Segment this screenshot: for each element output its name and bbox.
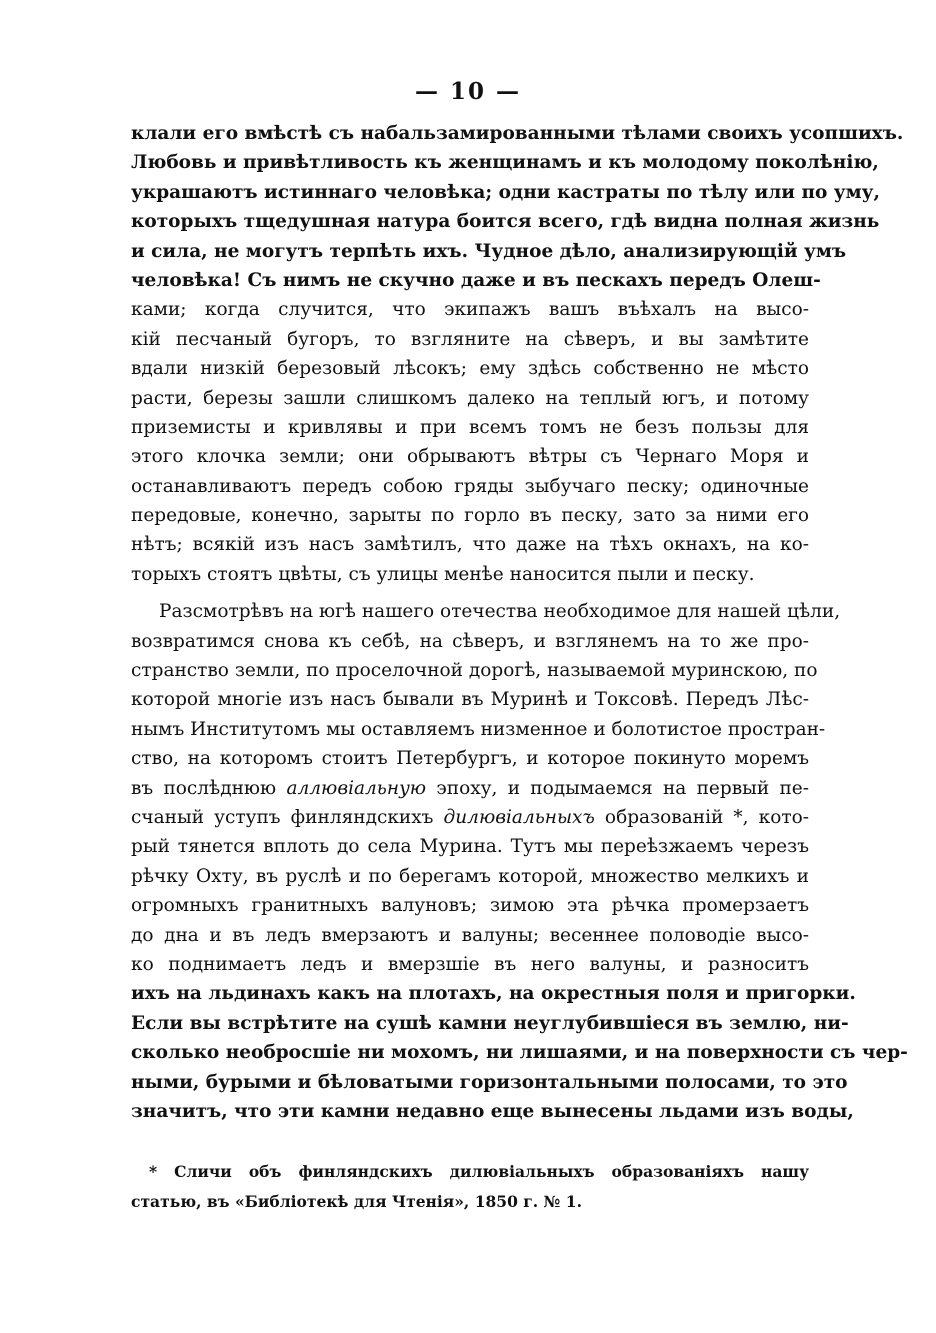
text-line: вдали низкій березовый лѣсокъ; ему здѣсь собственно не мѣсто [131,358,809,380]
italic-term: дилювіальныхъ [443,806,595,828]
text-line: ными, бурыми и бѣловатыми горизонтальными полосами, то это [131,1071,848,1093]
footnote-line: * Сличи объ финляндскихъ дилювіальныхъ образованіяхъ нашу [149,1162,809,1181]
paragraph-1 [131,119,904,589]
text-segment: въ послѣднюю [131,777,287,799]
text-line-with-italic [131,774,809,803]
text-line: нымъ Институтомъ мы оставляемъ низменное и болотистое простран- [131,718,826,740]
body-text [131,119,908,1126]
text-line: сколько необросшіе ни мохомъ, ни лишаями, и на поверхности съ чер- [131,1042,908,1064]
text-line: Если вы встрѣтите на сушѣ камни неуглубившіеся въ землю, ни- [131,1012,849,1034]
text-line: клали его вмѣстѣ съ набальзамированными тѣлами своихъ усопшихъ. [131,123,904,144]
text-line: кій песчаный бугоръ, то взгляните на сѣверъ, и вы замѣтите [131,328,809,350]
text-line: огромныхъ гранитныхъ валуновъ; зимою эта рѣчка промерзаетъ [131,895,809,917]
footnote [131,1157,809,1217]
text-line: значитъ, что эти камни недавно еще вынесены льдами изъ воды, [131,1100,854,1122]
text-line: странство земли, по проселочной дорогѣ, называемой муринскою, по [131,660,818,682]
paragraph-gap [131,589,809,597]
text-line-with-italic [131,803,809,832]
text-line: человѣка! Съ нимъ не скучно даже и въ пескахъ передъ Олеш- [131,269,821,291]
italic-term: аллювіальную [286,777,427,799]
text-line: возвратимся снова къ себѣ, на сѣверъ, и взглянемъ на то же про- [131,630,809,652]
text-line: ихъ на льдинахъ какъ на плотахъ, на окрестныя поля и пригорки. [131,983,856,1005]
text-segment: счаный уступъ финляндскихъ [131,806,444,828]
text-line: рѣчку Охту, въ руслѣ и по берегамъ которой, множество мелкихъ и [131,865,809,887]
text-line: останавливаютъ передъ собою гряды зыбучаго песку; одиночные [131,475,809,497]
page-number: — 10 — [414,78,522,105]
text-line: и сила, не могутъ терпѣть ихъ. Чудное дѣло, анализирующій умъ [131,240,847,262]
text-line: нѣтъ; всякій изъ насъ замѣтилъ, что даже на тѣхъ окнахъ, на ко- [131,534,809,556]
text-line: Любовь и привѣтливость къ женщинамъ и къ молодому поколѣнію, [131,152,879,174]
text-line: передовые, конечно, зарыты по горло въ песку, зато за ними его [131,505,809,527]
text-segment: образованій *, кото- [594,806,809,828]
footnote-line: статью, въ «Библіотекѣ для Чтенія», 1850 г. № 1. [131,1192,582,1211]
text-line: ко поднимаетъ ледъ и вмерзшіе въ него валуны, и разноситъ [131,953,809,975]
text-line: ство, на которомъ стоитъ Петербургъ, и которое покинуто моремъ [131,748,809,770]
text-line: украшаютъ истиннаго человѣка; одни кастраты по тѣлу или по уму, [131,181,880,203]
text-line: рый тянется вплоть до села Мурина. Тутъ мы переѣзжаемъ черезъ [131,836,809,858]
text-line: до дна и въ ледъ вмерзаютъ и валуны; весеннее половодіе высо- [131,924,809,946]
paragraph-2 [131,597,908,1126]
text-line: приземисты и кривлявы и при всемъ томъ не безъ пользы для [131,416,809,438]
text-segment: эпоху, и подымаемся на первый пе- [426,777,810,799]
text-line: расти, березы зашли слишкомъ далеко на теплый югъ, и потому [131,387,809,409]
text-line: которой многіе изъ насъ бывали въ Муринѣ и Токсовѣ. Передъ Лѣс- [131,689,809,711]
text-line: ками; когда случится, что экипажъ вашъ въѣхалъ на высо- [131,299,809,321]
text-line: торыхъ стоятъ цвѣты, съ улицы менѣе наносится пыли и песку. [131,563,755,585]
text-line: этого клочка земли; они обрываютъ вѣтры съ Чернаго Моря и [131,446,809,468]
text-line: Разсмотрѣвъ на югѣ нашего отечества необходимое для нашей цѣли, [159,601,841,623]
text-line: которыхъ тщедушная натура боится всего, гдѣ видна полная жизнь [131,211,880,233]
